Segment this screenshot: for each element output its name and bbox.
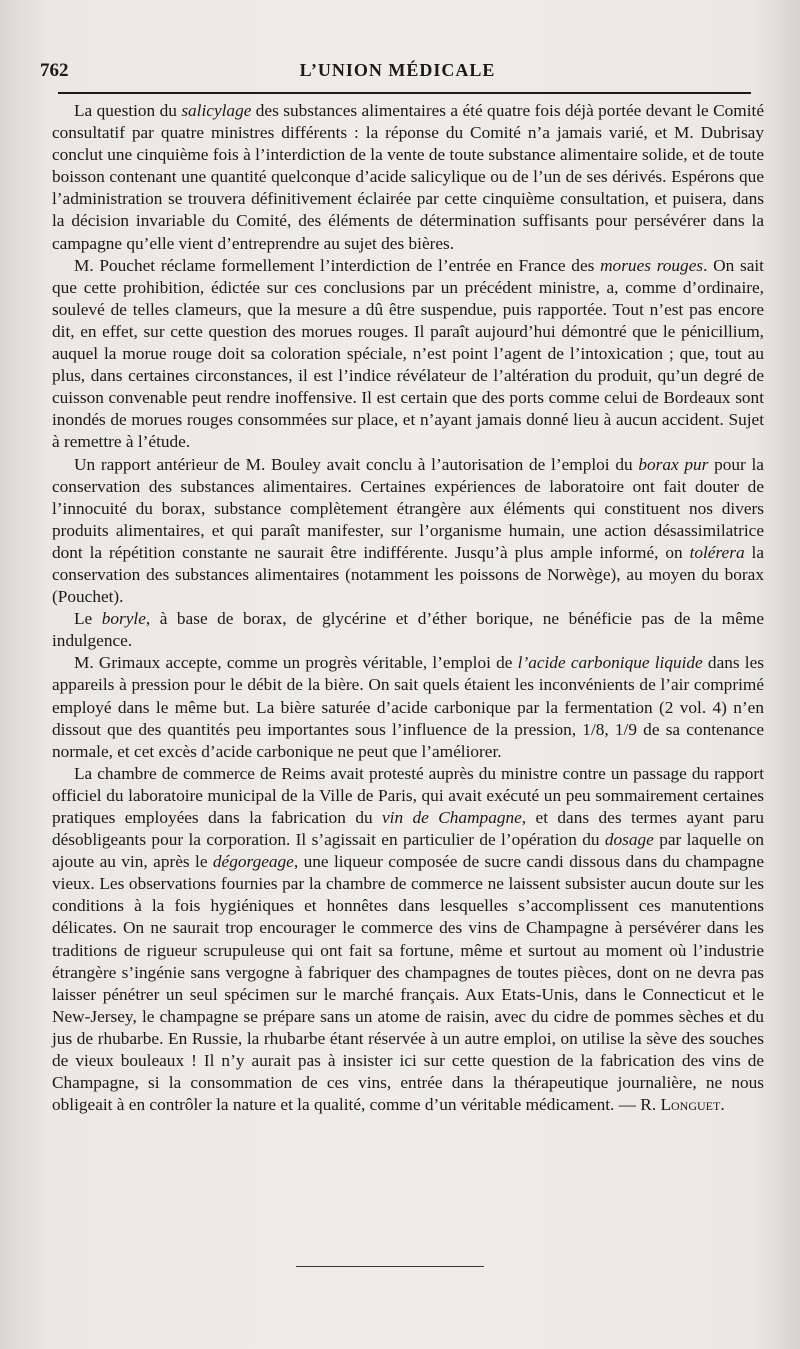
author-signature: R. Longuet bbox=[640, 1095, 721, 1115]
paragraph-boryle: Le boryle, à base de borax, de glycérine et d’éther borique, ne bénéficie pas de la même indulgence. bbox=[52, 609, 765, 651]
article-body bbox=[52, 100, 764, 1116]
page-header bbox=[40, 58, 755, 88]
running-title: L’UNION MÉDICALE bbox=[299, 60, 496, 80]
paragraph-borax: Un rapport antérieur de M. Bouley avait conclu à l’autorisation de l’emploi du borax pur pour la conservation des substances alimentaires. Certaines expériences de laboratoire ont fait douter de l’innocuité du borax, substance complètement étrangère aux éléments qui constituent nos divers produits alimentaires, et qui paraît manifester, sur l’organisme humain, une action désassimilatrice dont la répétition constante ne saurait être indifférente. Jusqu’à plus ample informé, on tolérera la conservation des substances alimentaires (notamment les poissons de Norwège), au moyen du borax (Pouchet). bbox=[52, 454, 764, 607]
paragraph-morues-rouges: M. Pouchet réclame formellement l’interdiction de l’entrée en France des morues rouges. On sait que cette prohibition, édictée sur ces conclusions par un précédent ministre, a, comme d’ordinaire, soulevé de telles clameurs, que la mesure a dû être suspendue, puis rapportée. Tout n’est pas encore dit, en effet, sur cette question des morues rouges. Il paraît aujourd’hui démontré que le pénicillium, auquel la morue rouge doit sa coloration spéciale, n’est point l’agent de l’intoxication ; que, tout au plus, dans certaines circonstances, il est l’indice révélateur de l’altération du produit, qu’un degré de cuisson convenable peut rendre inoffensive. Il est certain que des ports comme celui de Bordeaux sont inondés de morues rouges consommées sur place, et n’ayant jamais donné lieu à aucun accident. Sujet à remettre à l’étude. bbox=[52, 255, 764, 452]
paragraph-champagne: La chambre de commerce de Reims avait protesté auprès du ministre contre un passage du rapport officiel du laboratoire municipal de la Ville de Paris, qui avait exécuté un peu sommairement certaines pratiques employées dans la fabrication du vin de Champagne, et dans des termes ayant paru désobligeants pour la corporation. Il s’agissait en particulier de l’opération du dosage par laquelle on ajoute au vin, après le dégorgeage, une liqueur composée de sucre candi dissous dans du champagne vieux. Les observations fournies par la chambre de commerce ne laissent subsister aucun doute sur les conditions à la fois hygiéniques et honnêtes dans lesquelles s’accomplissent ces manutentions délicates. On ne saurait trop encourager le commerce des vins de Champagne à persévérer dans les traditions de rigueur scrupuleuse qui ont fait sa fortune, même et surtout au moment où l’industrie étrangère s’ingénie sans vergogne à fabriquer des champagnes de toutes pièces, dont on ne devra pas laisser pénétrer un seul spécimen sur le marché français. Aux Etats-Unis, dans le Connecticut et le New-Jersey, le champagne se prépare sans un atome de raisin, avec du cidre de pommes sèches et du jus de rhubarbe. En Russie, la rhubarbe étant réservée à un autre emploi, on utilise la sève des souches de vieux bouleaux ! Il n’y aurait pas à insister ici sur cette question de la fabrication des vins de Champagne, si la consommation de ces vins, entrée dans la thérapeutique journalière, ne nous obligeait à en contrôler la nature et la qualité, comme d’un véritable médicament. — R. Longuet. bbox=[52, 763, 764, 1115]
paragraph-acide-carbonique: M. Grimaux accepte, comme un progrès véritable, l’emploi de l’acide carbonique liquide dans les appareils à pression pour le débit de la bière. On sait quels étaient les inconvénients de l’air comprimé employé dans le même but. La bière saturée d’acide carbonique par la fermentation (2 vol. 4) n’en dissout que des quantités peu importantes sous l’influence de la pression, 1/8, 1/9 de sa contenance normale, et cet excès d’acide carbonique ne peut que l’améliorer. bbox=[52, 653, 765, 761]
page-number: 762 bbox=[40, 60, 69, 81]
paragraph-salicylage: La question du salicylage des substances alimentaires a été quatre fois déjà portée devant le Comité consultatif par quatre ministres différents : la réponse du Comité n’a jamais varié, et M. Dubrisay conclut une cinquième fois à l’interdiction de la vente de toute substance alimentaire solide, et de toute boisson contenant une quantité quelconque d’acide salicylique ou de l’un de ses dérivés. Espérons que l’administration se trouvera définitivement éclairée par cette cinquième consultation, et puisera, dans la décision invariable du Comité, des éléments de détermination suffisants pour persévérer dans la campagne qu’elle vient d’entreprendre au sujet des bières. bbox=[52, 101, 765, 253]
header-rule bbox=[58, 92, 751, 94]
footer-rule bbox=[296, 1266, 484, 1267]
